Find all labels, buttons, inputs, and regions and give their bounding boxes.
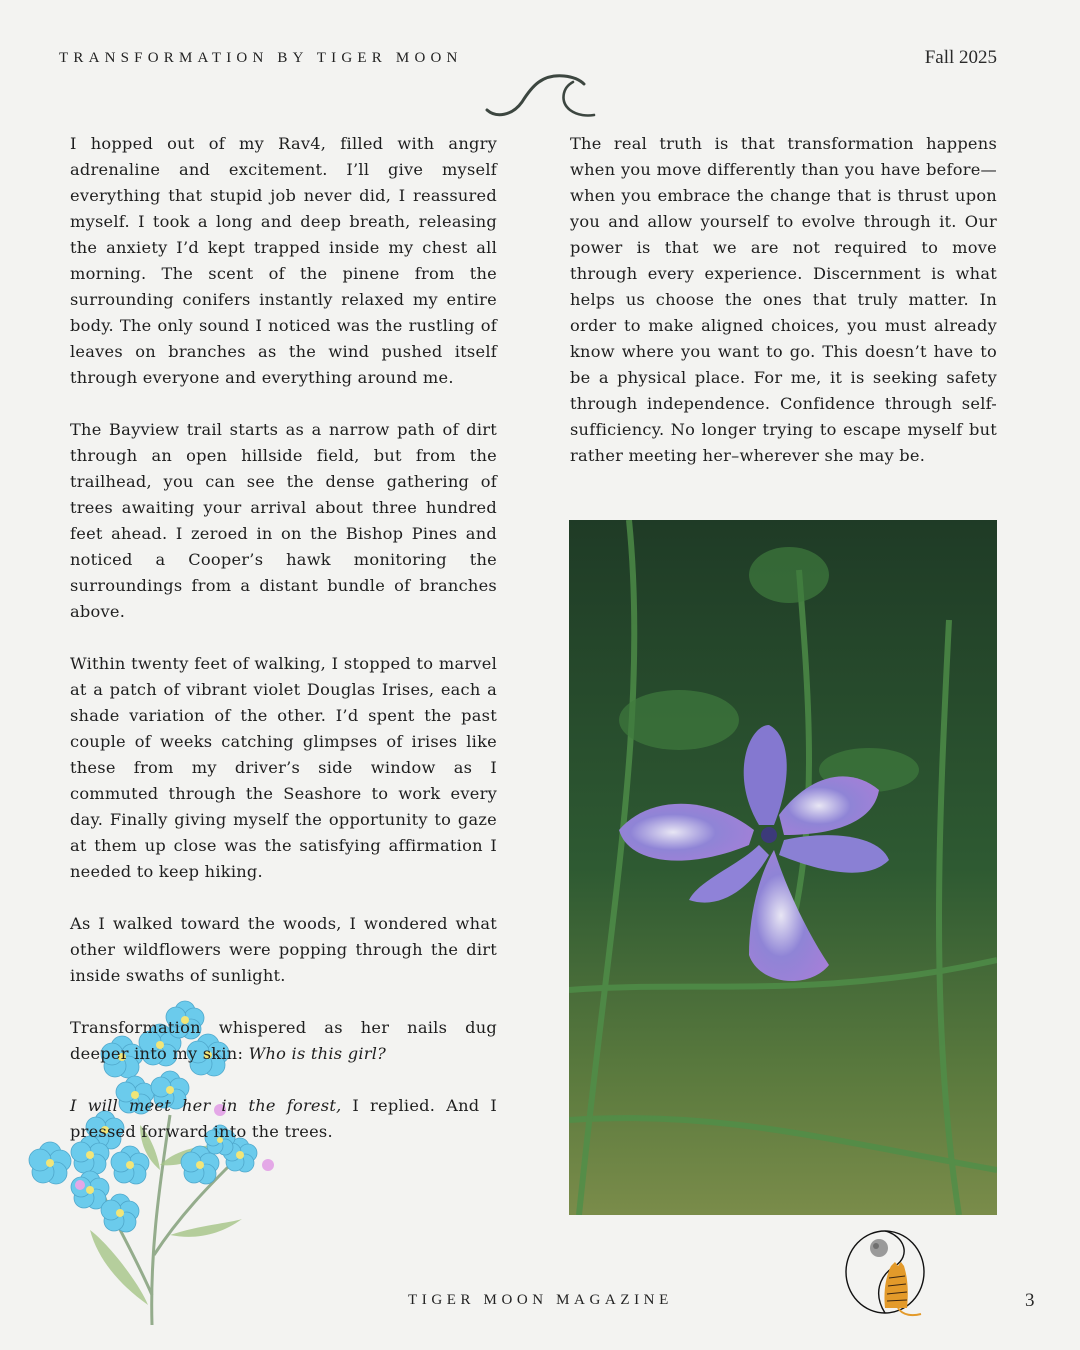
tiger-moon-logo-icon <box>843 1228 929 1320</box>
paragraph <box>70 1015 497 1067</box>
left-column <box>70 131 497 1171</box>
paragraph: The Bayview trail starts as a narrow path of dirt through an open hillside field, but from the trailhead, you can see the dense gathering of trees awaiting your arrival about three hundred feet ahead. I zeroed in on the Bishop Pines and noticed a Cooper’s hawk monitoring the surroundings from a distant bundle of branches above. <box>70 420 497 621</box>
paragraph: I hopped out of my Rav4, filled with angry adrenaline and excitement. I’ll give myself everything that stupid job never did, I reassured myself. I took a long and deep breath, releasing the anxiety I’d kept trapped inside my chest all morning. The scent of the pinene from the surrounding conifers instantly relaxed my entire body. The only sound I noticed was the rustling of leaves on branches as the wind pushed itself through everyone and everything around me. <box>70 134 497 387</box>
paragraph-text: I replied. And I pressed forward into the trees. <box>70 1096 497 1141</box>
header-title: TRANSFORMATION BY TIGER MOON <box>59 50 463 66</box>
italic-quote: I will meet her in the forest, <box>70 1096 342 1115</box>
paragraph <box>70 1093 497 1145</box>
paragraph: Within twenty feet of walking, I stopped to marvel at a patch of vibrant violet Douglas Irises, each a shade variation of the other. I’d spent the past couple of weeks catching glimpses of irises like these from my driver’s side window as I commuted through the Seashore to work every day. Finally giving myself the opportunity to gaze at them up close was the satisfying affirmation I needed to keep hiking. <box>70 654 497 881</box>
paragraph-text: Transformation whispered as her nails dug deeper into my skin: <box>70 1018 497 1063</box>
right-column <box>570 131 997 495</box>
iris-photo <box>569 520 997 1215</box>
italic-quote: Who is this girl? <box>248 1044 387 1063</box>
paragraph: The real truth is that transformation happens when you move differently than you have before—when you embrace the change that is thrust upon you and allow yourself to evolve through it. Our power is that we are not required to move through every experience. Discernment is what helps us choose the ones that truly matter. In order to make aligned choices, you must already know where you want to go. This doesn’t have to be a physical place. For me, it is seeking safety through independence. Confidence through self-sufficiency. No longer trying to escape myself but rather meeting her–wherever she may be. <box>570 134 997 465</box>
paragraph: As I walked toward the woods, I wondered what other wildflowers were popping through the dirt inside swaths of sunlight. <box>70 914 497 985</box>
page-number: 3 <box>1025 1290 1035 1311</box>
magazine-name: TIGER MOON MAGAZINE <box>408 1292 673 1308</box>
issue-date: Fall 2025 <box>924 47 997 68</box>
wave-icon <box>484 66 596 120</box>
